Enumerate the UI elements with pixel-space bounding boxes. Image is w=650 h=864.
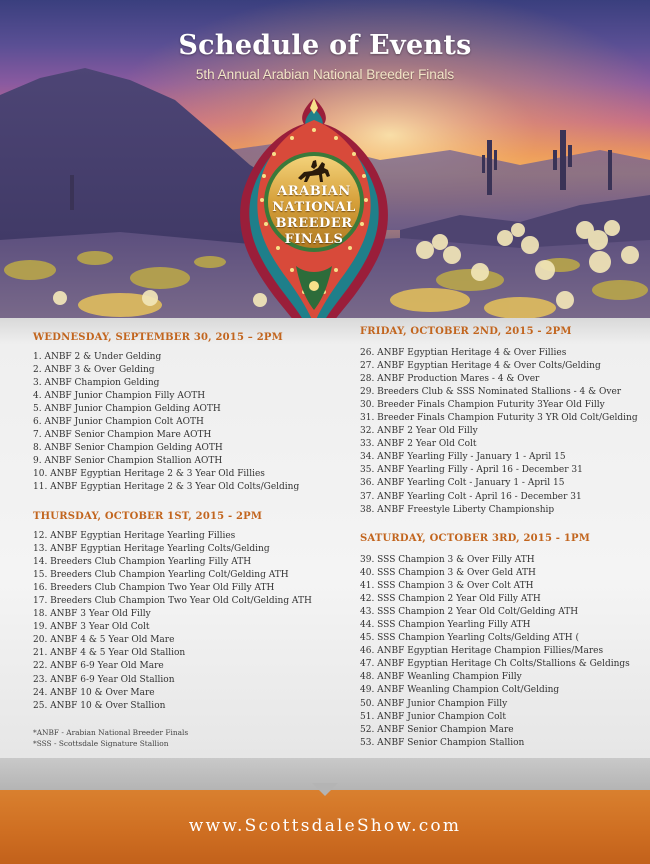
list-item: 13. ANBF Egyptian Heritage Yearling Colts/Gelding [33, 544, 270, 555]
footnote-anbf: *ANBF - Arabian National Breeder Finals [33, 728, 189, 737]
list-item: 6. ANBF Junior Champion Colt AOTH [33, 417, 204, 428]
list-item: 29. Breeders Club & SSS Nominated Stallions - 4 & Over [360, 387, 622, 398]
list-item: 50. ANBF Junior Champion Filly [360, 698, 508, 709]
list-item: 12. ANBF Egyptian Heritage Yearling Fillies [33, 531, 236, 541]
list-item: 3. ANBF Champion Gelding [33, 378, 160, 389]
list-item: 9. ANBF Senior Champion Stallion AOTH [33, 456, 223, 467]
page-title: Schedule of Events [178, 30, 472, 61]
emblem-line-4: FINALS [284, 232, 344, 247]
section-heading-saturday: SATURDAY, OCTOBER 3RD, 2015 - 1PM [360, 533, 590, 544]
list-item: 53. ANBF Senior Champion Stallion [360, 737, 525, 748]
event-list-saturday [360, 554, 630, 750]
list-item: 23. ANBF 6-9 Year Old Stallion [33, 674, 175, 685]
list-item: 33. ANBF 2 Year Old Colt [360, 439, 477, 450]
list-item: 31. Breeder Finals Champion Futurity 3 YR Old Colt/Gelding [360, 413, 638, 424]
list-item: 5. ANBF Junior Champion Gelding AOTH [33, 404, 221, 415]
list-item: 2. ANBF 3 & Over Gelding [33, 365, 155, 376]
footnote-sss: *SSS - Scottsdale Signature Stallion [33, 739, 169, 748]
section-heading-wednesday: WEDNESDAY, SEPTEMBER 30, 2015 – 2PM [33, 332, 283, 343]
footnotes [33, 727, 188, 749]
list-item: 8. ANBF Senior Champion Gelding AOTH [33, 443, 223, 454]
section-heading-friday: FRIDAY, OCTOBER 2ND, 2015 - 2PM [360, 326, 572, 337]
list-item: 14. Breeders Club Champion Yearling Filly ATH [33, 557, 252, 568]
list-item: 24. ANBF 10 & Over Mare [33, 687, 155, 698]
hero-banner [0, 0, 650, 322]
list-item: 49. ANBF Weanling Champion Colt/Gelding [360, 685, 560, 696]
schedule-panel [0, 318, 650, 758]
list-item: 10. ANBF Egyptian Heritage 2 & 3 Year Old Fillies [33, 469, 265, 480]
event-list-thursday [33, 530, 312, 713]
horse-rider-icon [294, 158, 334, 184]
list-item: 20. ANBF 4 & 5 Year Old Mare [33, 635, 175, 646]
list-item: 19. ANBF 3 Year Old Colt [33, 622, 150, 633]
list-item: 37. ANBF Yearling Colt - April 16 - December 31 [360, 491, 582, 502]
section-heading-thursday: THURSDAY, OCTOBER 1ST, 2015 - 2PM [33, 511, 263, 522]
list-item: 43. SSS Champion 2 Year Old Colt/Gelding ATH [360, 607, 579, 618]
list-item: 25. ANBF 10 & Over Stallion [33, 700, 166, 711]
list-item: 15. Breeders Club Champion Yearling Colt/Gelding ATH [33, 570, 289, 581]
list-item: 41. SSS Champion 3 & Over Colt ATH [360, 581, 534, 592]
list-item: 40. SSS Champion 3 & Over Geld ATH [360, 568, 536, 579]
list-item: 42. SSS Champion 2 Year Old Filly ATH [360, 594, 541, 605]
list-item: 18. ANBF 3 Year Old Filly [33, 609, 151, 620]
list-item: 46. ANBF Egyptian Heritage Champion Fillies/Mares [360, 646, 604, 657]
list-item: 45. SSS Champion Yearling Colts/Gelding ATH ( [360, 633, 579, 644]
list-item: 38. ANBF Freestyle Liberty Championship [360, 504, 555, 515]
list-item: 7. ANBF Senior Champion Mare AOTH [33, 430, 212, 441]
list-item: 17. Breeders Club Champion Two Year Old Colt/Gelding ATH [33, 596, 312, 607]
list-item: 52. ANBF Senior Champion Mare [360, 724, 514, 735]
event-list-friday [360, 347, 638, 517]
list-item: 4. ANBF Junior Champion Filly AOTH [33, 391, 206, 402]
list-item: 28. ANBF Production Mares - 4 & Over [360, 374, 540, 385]
list-item: 22. ANBF 6-9 Year Old Mare [33, 661, 164, 672]
emblem-line-2: NATIONAL [272, 200, 356, 215]
list-item: 21. ANBF 4 & 5 Year Old Stallion [33, 648, 186, 659]
list-item: 32. ANBF 2 Year Old Filly [360, 426, 478, 437]
list-item: 48. ANBF Weanling Champion Filly [360, 672, 522, 683]
event-list-wednesday [33, 351, 299, 495]
page-subtitle: 5th Annual Arabian National Breeder Finals [195, 67, 455, 82]
chevron-down-icon [312, 783, 338, 796]
list-item: 35. ANBF Yearling Filly - April 16 - December 31 [360, 465, 583, 476]
list-item: 39. SSS Champion 3 & Over Filly ATH [360, 555, 535, 565]
list-item: 44. SSS Champion Yearling Filly ATH [360, 620, 531, 631]
list-item: 27. ANBF Egyptian Heritage 4 & Over Colts/Gelding [360, 361, 601, 372]
list-item: 26. ANBF Egyptian Heritage 4 & Over Fillies [360, 348, 567, 358]
website-link[interactable]: www.ScottsdaleShow.com [188, 816, 462, 836]
emblem-line-3: BREEDER [275, 216, 353, 231]
list-item: 30. Breeder Finals Champion Futurity 3Year Old Filly [360, 400, 605, 411]
list-item: 11. ANBF Egyptian Heritage 2 & 3 Year Old Colts/Gelding [33, 482, 300, 493]
list-item: 51. ANBF Junior Champion Colt [360, 711, 507, 722]
list-item: 36. ANBF Yearling Colt - January 1 - April 15 [360, 478, 565, 489]
emblem-line-1: ARABIAN [277, 184, 351, 199]
list-item: 47. ANBF Egyptian Heritage Ch Colts/Stallions & Geldings [360, 659, 630, 670]
arabian-national-breeder-finals-emblem [236, 96, 392, 322]
list-item: 34. ANBF Yearling Filly - January 1 - April 15 [360, 452, 566, 463]
list-item: 1. ANBF 2 & Under Gelding [33, 352, 162, 362]
list-item: 16. Breeders Club Champion Two Year Old Filly ATH [33, 583, 275, 594]
